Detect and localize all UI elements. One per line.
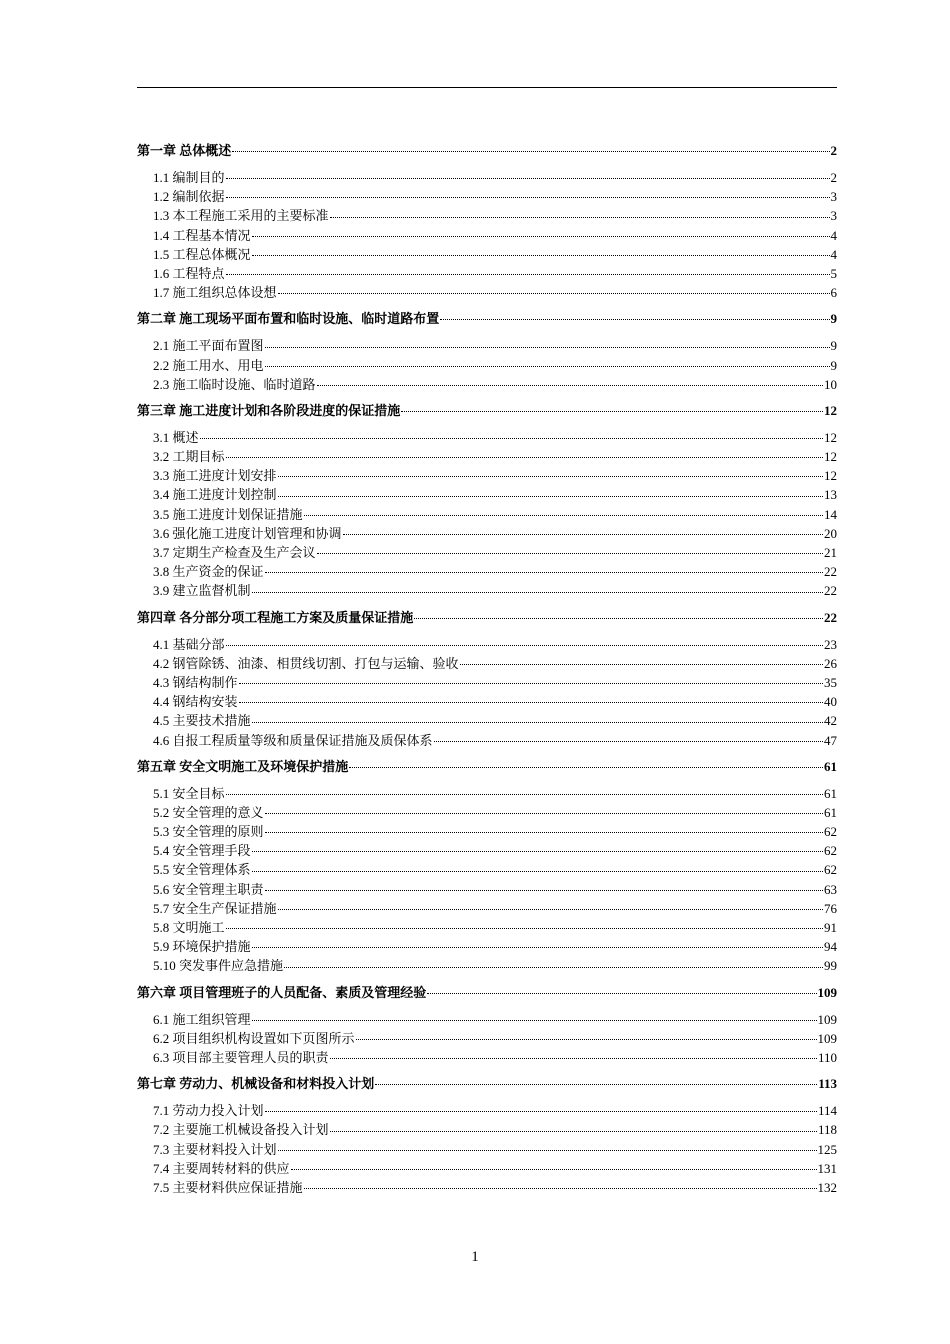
toc-leader-dots: [226, 197, 830, 198]
toc-entry[interactable]: [137, 428, 837, 447]
toc-entry-title: 3.7 定期生产检查及生产会议: [153, 545, 316, 560]
toc-entry-page: 62: [824, 824, 837, 840]
toc-leader-dots: [330, 1058, 817, 1059]
toc-entry-title: 4.2 钢管除锈、油漆、相贯线切割、打包与运输、验收: [153, 655, 459, 671]
toc-leader-dots: [401, 411, 823, 412]
toc-leader-dots: [265, 1111, 817, 1112]
toc-entry-title: 4.4 钢结构安装: [153, 694, 238, 710]
toc-entry-page: 3: [830, 208, 837, 224]
toc-leader-dots: [427, 993, 816, 994]
toc-chapter-title: 第四章 各分部分项工程施工方案及质量保证措施: [137, 609, 414, 625]
toc-entry-page: 63: [824, 881, 837, 897]
toc-chapter[interactable]: [137, 309, 837, 328]
toc-entry-title: 1.1 编制目的: [153, 170, 225, 185]
toc-entry[interactable]: [137, 937, 837, 956]
toc-chapter[interactable]: [137, 401, 837, 420]
toc-entry-page: 4: [830, 246, 837, 262]
toc-entry-page: 40: [824, 694, 837, 710]
toc-leader-dots: [252, 851, 823, 852]
toc-leader-dots: [252, 592, 823, 593]
toc-leader-dots: [375, 1084, 817, 1085]
toc-leader-dots: [414, 618, 823, 619]
toc-entry[interactable]: [137, 187, 837, 206]
toc-leader-dots: [317, 553, 823, 554]
toc-leader-dots: [317, 385, 823, 386]
toc-chapter[interactable]: [137, 141, 837, 160]
toc-entry-page: 22: [824, 564, 837, 580]
toc-entry-title: 6.3 项目部主要管理人员的职责: [153, 1049, 329, 1065]
toc-entry[interactable]: [137, 336, 837, 355]
toc-entry-page: 22: [824, 583, 837, 599]
toc-leader-dots: [278, 909, 823, 910]
toc-leader-dots: [252, 255, 830, 256]
toc-chapter-page: 2: [830, 143, 837, 158]
toc-entry-title: 4.1 基础分部: [153, 636, 225, 652]
toc-chapter-title: 第二章 施工现场平面布置和临时设施、临时道路布置: [137, 311, 440, 327]
toc-leader-dots: [330, 1131, 817, 1132]
toc-entry[interactable]: [137, 264, 837, 283]
toc-entry-page: 76: [824, 900, 837, 916]
toc-leader-dots: [226, 274, 830, 275]
toc-chapter-page: 9: [830, 311, 837, 327]
toc-entry-title: 1.6 工程特点: [153, 265, 225, 281]
toc-chapter-page: 109: [817, 984, 837, 1000]
toc-chapter-page: 113: [818, 1076, 837, 1092]
toc-entry[interactable]: [137, 168, 837, 187]
toc-entry-page: 3: [830, 189, 837, 205]
toc-chapter-title: 第三章 施工进度计划和各阶段进度的保证措施: [137, 402, 401, 418]
toc-entry[interactable]: [137, 543, 837, 562]
toc-entry[interactable]: [137, 283, 837, 302]
toc-entry[interactable]: [137, 841, 837, 860]
toc-entry-title: 7.2 主要施工机械设备投入计划: [153, 1122, 329, 1138]
toc-entry-page: 110: [817, 1049, 837, 1065]
toc-leader-dots: [226, 457, 823, 458]
toc-entry-page: 5: [830, 265, 837, 281]
toc-entry[interactable]: [137, 1048, 837, 1067]
toc-entry-title: 5.5 安全管理体系: [153, 862, 251, 878]
toc-entry-title: 7.3 主要材料投入计划: [153, 1141, 277, 1157]
toc-leader-dots: [440, 319, 829, 320]
toc-entry-page: 13: [824, 487, 837, 503]
toc-chapter-page: 22: [824, 609, 837, 625]
toc-entry-title: 7.4 主要周转材料的供应: [153, 1160, 290, 1176]
toc-entry-title: 4.6 自报工程质量等级和质量保证措施及质保体系: [153, 732, 433, 748]
toc-entry-page: 12: [824, 449, 837, 465]
toc-entry-page: 14: [824, 506, 837, 522]
toc-entry-title: 2.2 施工用水、用电: [153, 357, 264, 373]
toc-entry-title: 2.3 施工临时设施、临时道路: [153, 376, 316, 392]
toc-entry-page: 62: [824, 843, 837, 859]
toc-entry[interactable]: [137, 784, 837, 803]
toc-entry-page: 62: [824, 862, 837, 878]
toc-entry[interactable]: [137, 1120, 837, 1139]
toc-leader-dots: [349, 767, 823, 768]
toc-chapter[interactable]: [137, 608, 837, 627]
toc-entry[interactable]: [137, 803, 837, 822]
toc-entry-title: 5.1 安全目标: [153, 785, 225, 801]
toc-entry[interactable]: [137, 505, 837, 524]
toc-chapter-page: 12: [824, 402, 837, 418]
toc-entry-title: 1.3 本工程施工采用的主要标准: [153, 208, 329, 224]
toc-entry-title: 5.4 安全管理手段: [153, 843, 251, 859]
toc-leader-dots: [252, 947, 823, 948]
toc-leader-dots: [460, 664, 823, 665]
toc-entry[interactable]: [137, 356, 837, 375]
toc-leader-dots: [226, 928, 823, 929]
toc-entry-page: 118: [817, 1122, 837, 1138]
toc-entry[interactable]: [137, 1010, 837, 1029]
toc-chapter[interactable]: [137, 1074, 837, 1093]
toc-entry[interactable]: [137, 880, 837, 899]
toc-entry-page: 9: [830, 357, 837, 373]
toc-entry[interactable]: [137, 524, 837, 543]
toc-entry-title: 3.6 强化施工进度计划管理和协调: [153, 525, 342, 541]
toc-leader-dots: [304, 515, 823, 516]
toc-entry-title: 1.7 施工组织总体设想: [153, 285, 277, 301]
toc-entry-page: 131: [817, 1160, 837, 1176]
toc-leader-dots: [278, 293, 830, 294]
toc-entry[interactable]: [137, 206, 837, 225]
toc-entry[interactable]: [137, 860, 837, 879]
toc-entry[interactable]: [137, 731, 837, 750]
toc-entry-page: 20: [824, 525, 837, 541]
toc-entry[interactable]: [137, 899, 837, 918]
toc-entry-title: 3.4 施工进度计划控制: [153, 487, 277, 503]
toc-entry[interactable]: [137, 822, 837, 841]
toc-entry-page: 35: [824, 674, 837, 690]
toc-entry-title: 5.3 安全管理的原则: [153, 824, 264, 840]
toc-leader-dots: [265, 832, 823, 833]
toc-leader-dots: [232, 151, 829, 152]
toc-entry-page: 4: [830, 227, 837, 243]
toc-entry-page: 109: [817, 1030, 837, 1046]
toc-leader-dots: [434, 741, 823, 742]
toc-chapter-title: 第六章 项目管理班子的人员配备、素质及管理经验: [137, 984, 427, 1000]
toc-entry-title: 5.2 安全管理的意义: [153, 804, 264, 820]
toc-entry-page: 114: [817, 1103, 837, 1119]
toc-entry-title: 3.2 工期目标: [153, 449, 225, 465]
toc-leader-dots: [252, 236, 830, 237]
toc-entry[interactable]: [137, 956, 837, 975]
toc-leader-dots: [304, 1188, 817, 1189]
toc-chapter-title: 第一章 总体概述: [137, 143, 232, 158]
toc-leader-dots: [265, 366, 830, 367]
toc-entry-page: 23: [824, 636, 837, 652]
toc-chapter-page: 61: [824, 758, 837, 774]
toc-entry-page: 61: [824, 785, 837, 801]
toc-entry[interactable]: [137, 1140, 837, 1159]
toc-entry[interactable]: [137, 1178, 837, 1197]
toc-leader-dots: [291, 1169, 817, 1170]
toc-leader-dots: [239, 683, 823, 684]
toc-entry-title: 3.9 建立监督机制: [153, 583, 251, 599]
toc-entry-page: 12: [824, 468, 837, 484]
toc-leader-dots: [200, 438, 823, 439]
toc-entry[interactable]: [137, 226, 837, 245]
toc-entry-title: 5.9 环境保护措施: [153, 939, 251, 955]
toc-entry[interactable]: [137, 635, 837, 654]
toc-entry-title: 1.4 工程基本情况: [153, 227, 251, 243]
toc-entry[interactable]: [137, 654, 837, 673]
toc-entry[interactable]: [137, 1029, 837, 1048]
toc-entry-title: 7.1 劳动力投入计划: [153, 1103, 264, 1119]
toc-entry-page: 61: [824, 804, 837, 820]
toc-entry-page: 47: [824, 732, 837, 748]
toc-leader-dots: [265, 347, 830, 348]
table-of-contents: [137, 141, 837, 1197]
toc-leader-dots: [239, 702, 823, 703]
toc-entry[interactable]: [137, 692, 837, 711]
toc-entry-page: 12: [824, 429, 837, 445]
toc-entry-page: 6: [830, 285, 837, 301]
toc-entry[interactable]: [137, 245, 837, 264]
toc-chapter-title: 第五章 安全文明施工及环境保护措施: [137, 758, 349, 774]
toc-entry-title: 3.1 概述: [153, 429, 199, 445]
toc-entry-page: 2: [830, 170, 837, 185]
toc-entry-page: 10: [824, 376, 837, 392]
toc-entry-title: 3.3 施工进度计划安排: [153, 468, 277, 484]
header-rule: [137, 87, 837, 88]
toc-leader-dots: [226, 794, 823, 795]
toc-entry-title: 2.1 施工平面布置图: [153, 338, 264, 354]
toc-entry[interactable]: [137, 485, 837, 504]
toc-entry-title: 5.6 安全管理主职责: [153, 881, 264, 897]
toc-leader-dots: [284, 967, 823, 968]
toc-leader-dots: [265, 813, 823, 814]
toc-entry-page: 94: [824, 939, 837, 955]
toc-entry-title: 5.10 突发事件应急措施: [153, 958, 284, 974]
toc-entry-title: 5.8 文明施工: [153, 920, 225, 935]
toc-entry[interactable]: [137, 466, 837, 485]
toc-leader-dots: [330, 217, 830, 218]
toc-entry[interactable]: [137, 1159, 837, 1178]
toc-entry-page: 125: [817, 1141, 837, 1157]
toc-leader-dots: [278, 1150, 817, 1151]
toc-entry-page: 132: [817, 1179, 837, 1195]
toc-entry-title: 1.5 工程总体概况: [153, 246, 251, 262]
toc-entry-title: 6.2 项目组织机构设置如下页图所示: [153, 1030, 355, 1046]
toc-leader-dots: [265, 890, 823, 891]
toc-chapter[interactable]: [137, 757, 837, 776]
toc-entry-title: 6.1 施工组织管理: [153, 1011, 251, 1027]
toc-leader-dots: [278, 496, 823, 497]
toc-entry-page: 9: [830, 338, 837, 354]
toc-leader-dots: [343, 534, 823, 535]
toc-chapter-title: 第七章 劳动力、机械设备和材料投入计划: [137, 1076, 375, 1092]
toc-leader-dots: [278, 476, 823, 477]
toc-entry-title: 5.7 安全生产保证措施: [153, 900, 277, 916]
toc-entry[interactable]: [137, 562, 837, 581]
toc-entry[interactable]: [137, 581, 837, 600]
toc-entry[interactable]: [137, 447, 837, 466]
toc-entry-title: 7.5 主要材料供应保证措施: [153, 1179, 303, 1195]
toc-leader-dots: [226, 645, 823, 646]
toc-leader-dots: [356, 1039, 817, 1040]
toc-entry[interactable]: [137, 1101, 837, 1120]
toc-leader-dots: [265, 572, 823, 573]
toc-chapter[interactable]: [137, 983, 837, 1002]
toc-entry-page: 26: [824, 655, 837, 671]
toc-entry[interactable]: [137, 918, 837, 937]
toc-entry-page: 91: [824, 920, 837, 935]
toc-leader-dots: [252, 871, 823, 872]
toc-entry[interactable]: [137, 673, 837, 692]
toc-entry-title: 3.8 生产资金的保证: [153, 564, 264, 580]
toc-entry-page: 21: [824, 545, 837, 560]
toc-leader-dots: [252, 1020, 817, 1021]
toc-leader-dots: [252, 722, 823, 723]
toc-leader-dots: [226, 178, 830, 179]
toc-entry-title: 3.5 施工进度计划保证措施: [153, 506, 303, 522]
toc-entry-page: 42: [824, 713, 837, 729]
toc-entry-page: 109: [817, 1011, 837, 1027]
toc-entry-title: 4.5 主要技术措施: [153, 713, 251, 729]
toc-entry-title: 4.3 钢结构制作: [153, 674, 238, 690]
toc-entry[interactable]: [137, 375, 837, 394]
toc-entry-title: 1.2 编制依据: [153, 189, 225, 205]
toc-entry-page: 99: [824, 958, 837, 974]
footer-page-number: 1: [471, 1249, 479, 1265]
toc-entry[interactable]: [137, 711, 837, 730]
